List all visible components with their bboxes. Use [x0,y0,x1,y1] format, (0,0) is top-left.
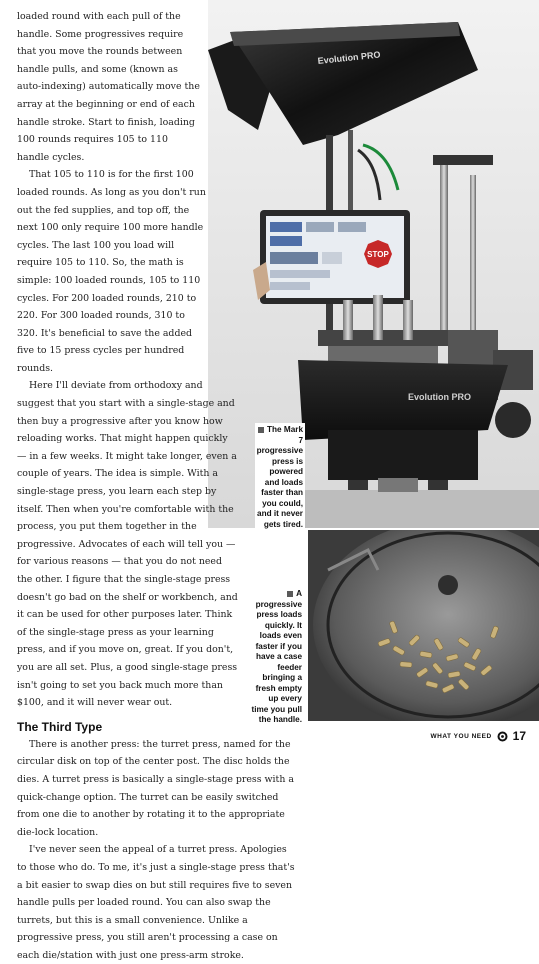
case-feeder-photo [308,530,539,721]
press-column [470,175,476,335]
caption-marker [258,427,264,433]
paragraph: loaded round with each pull of the handle. Some progressives require that you move the rounds between handle pulls, and some (known as auto-indexing) automatically move the array at the beginning or end of each handle stroke. Start to finish, loading 100 rounds requires 105 to 110 handle cycles. [17,11,200,163]
paragraph: Here I'll deviate from orthodoxy and suggest that you start with a single-stage and then buy a progressive after you know how reloading works. That might happen quickly — in a few weeks. It might take longer, even a couple of years. The idea is simple. With a single-stage press, you learn each step by itself. Then when you're comfortable with the process, you put them together in the progressive. Advocates of each will tell you — for various reasons — that you do not need the other. I figure that the single-stage press doesn't go bad on the shelf or workbench, and it can be used for other purposes later. Think of the single-stage press as your learning press, and if you move on, great. If you don't, you are all set. Plus, a good single-stage press isn't going to set you back much more than $100, and it will never wear out. [17,380,238,709]
hopper-brand-text: Evolution PRO [317,49,381,66]
paragraph: I've never seen the appeal of a turret press. Apologies to those who do. To me, it's just a single-stage press that's a bit easier to swap dies on but still requires five to seven handle pulls per loaded round. You can also swap the turrets, but this is a small convenience. Unlike a progressive press, you still aren't processing a case on each die/station with just one press-arm stroke. [17,844,295,961]
caption-marker [287,591,293,597]
section-heading: The Third Type [17,719,103,734]
press-column [440,160,448,330]
feeder-bowl [313,530,539,721]
case-feeder-illustration [308,530,539,721]
base-brand-text: Evolution PRO [408,392,471,402]
target-icon [497,731,508,742]
page-footer [430,729,526,743]
paragraph: There is another press: the turret press, named for the circular disk on top of the center post. The disc holds the dies. A turret press is basically a single-stage press with a quick-change option. The turret can be easily switched from one die to another by rotating it to the appropriate die-lock location. [17,738,294,838]
photo-caption [250,589,302,726]
paragraph: That 105 to 110 is for the first 100 loaded rounds. As long as you don't run out the fed supplies, and top off, the next 100 only require 100 more handle cycles. The last 100 you load will require 105 to 110. So, the math is simple: 100 loaded rounds, 105 to 110 cycles. For 200 loaded rounds, 210 to 220. For 300 loaded rounds, 310 to 320. It's beneficial to save the added five to 15 press cycles per hundred rounds. [17,169,206,374]
caption-text: The Mark 7 progressive press is powered and loads faster than you could, and it never gets tired. [256,425,303,529]
photo-caption [255,423,305,532]
page-number: 17 [512,729,526,743]
stop-label: STOP [367,250,389,259]
running-footer-label: WHAT YOU NEED [430,732,492,740]
press-base [298,360,508,440]
caption-text: A progressive press loads quickly. It loads even faster if you have a case feeder bringing a fresh empty up every time you pull the handle. [251,589,302,724]
